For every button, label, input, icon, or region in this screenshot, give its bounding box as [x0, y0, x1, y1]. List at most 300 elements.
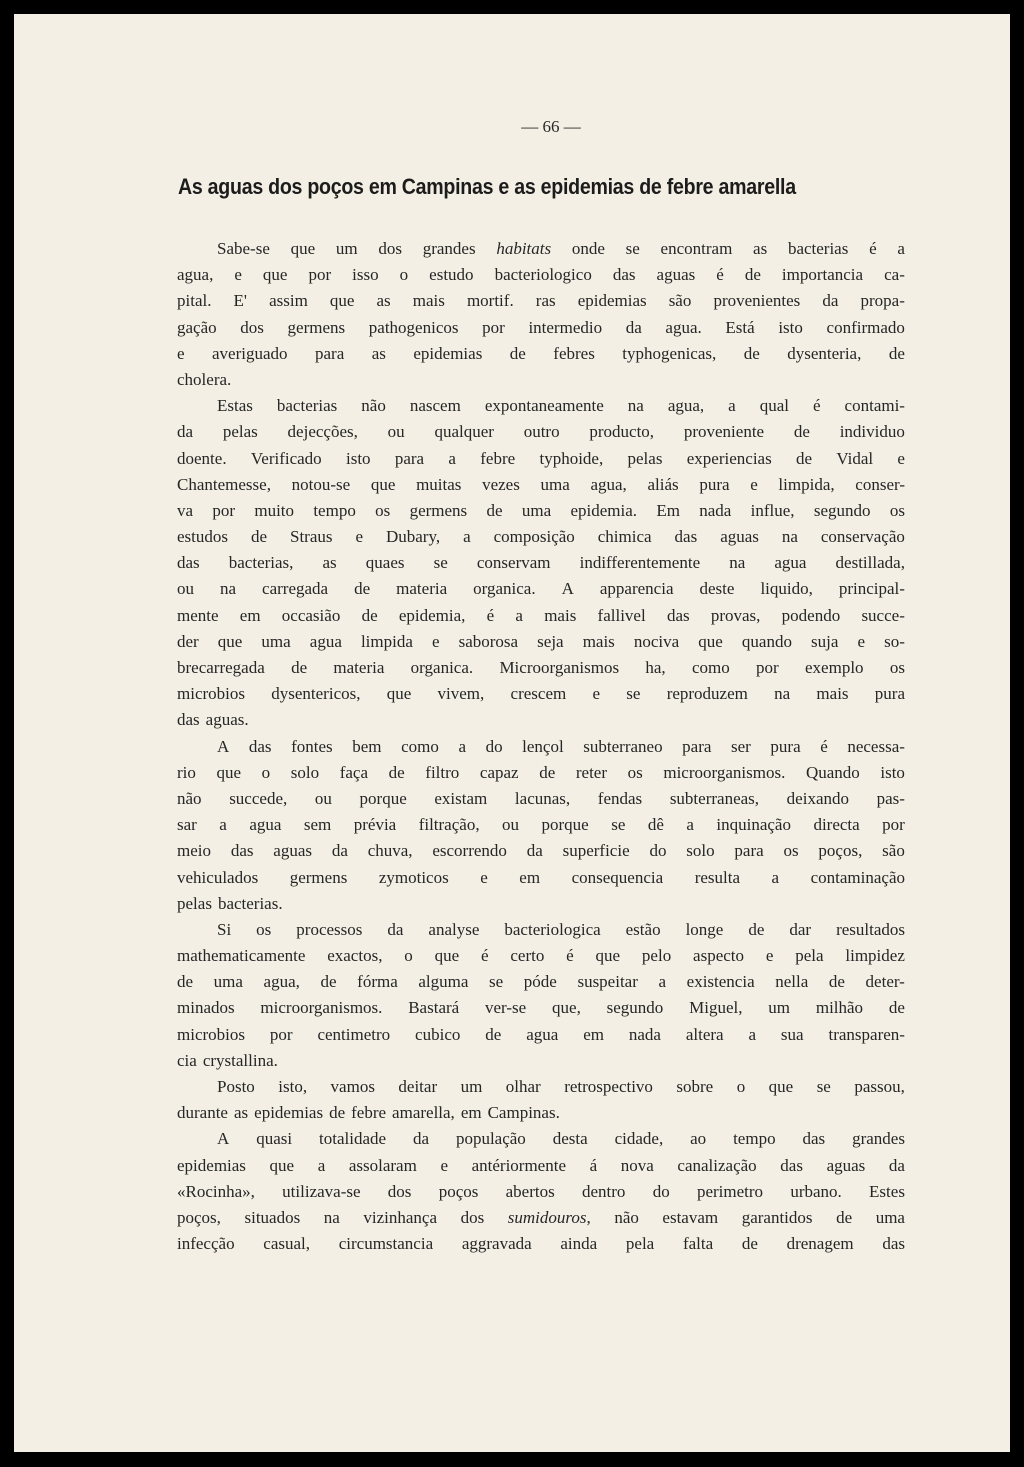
word: contami-	[844, 396, 905, 416]
text-line	[177, 812, 905, 838]
word: das	[780, 1155, 803, 1175]
word: de	[744, 265, 761, 285]
word: dar	[789, 919, 812, 939]
word: deste	[699, 579, 735, 599]
word: agua	[774, 553, 807, 573]
word: perimetro	[696, 1181, 764, 1201]
word: e	[750, 474, 758, 494]
word: Estes	[869, 1181, 905, 1201]
word: vehiculados	[177, 867, 259, 887]
word: so-	[884, 631, 905, 651]
word: limpida,	[778, 474, 835, 494]
word: tempo	[733, 1129, 776, 1149]
text-line	[177, 838, 905, 864]
word: da	[625, 317, 642, 337]
word: um	[335, 239, 358, 258]
word: de	[748, 919, 765, 939]
word: ou	[502, 815, 520, 835]
word: agua.	[665, 317, 702, 337]
word: rio	[177, 762, 196, 782]
word: aguas	[656, 265, 696, 285]
word: fontes	[291, 736, 333, 756]
word: os	[256, 919, 272, 939]
word: utilizava-se	[282, 1181, 361, 1201]
word: da	[177, 422, 194, 442]
word: por	[308, 265, 332, 285]
word: estavam	[662, 1207, 719, 1227]
word: pela	[795, 946, 824, 966]
word: não	[361, 396, 386, 416]
word: chuva,	[367, 841, 413, 861]
word: de	[539, 762, 556, 782]
word: póde	[523, 972, 557, 992]
word: germens	[409, 500, 468, 520]
word: Campinas.	[487, 1103, 560, 1123]
text-line	[177, 681, 905, 707]
word: pelas	[222, 422, 258, 442]
word: principal-	[838, 579, 905, 599]
word: um	[460, 1077, 483, 1096]
word: e	[765, 946, 774, 966]
word: uma	[213, 972, 243, 992]
article-title: As aguas dos poços em Campinas e as epidemias de febre amarella	[178, 174, 796, 199]
word: fendas	[597, 788, 643, 808]
word: se	[489, 972, 504, 992]
word: situados	[244, 1207, 301, 1227]
word: directa	[813, 815, 860, 835]
word: se	[626, 684, 641, 704]
word: cia	[177, 1050, 197, 1070]
word: Bastará	[408, 998, 460, 1018]
word: fórma	[357, 972, 398, 992]
word: grandes	[852, 1129, 905, 1149]
word: isto	[345, 448, 371, 468]
word: na	[729, 553, 746, 573]
word: ou	[387, 422, 405, 442]
text-line	[177, 760, 905, 786]
word: epidemias	[413, 343, 483, 363]
word: sua	[780, 1024, 804, 1044]
word: longe	[685, 919, 724, 939]
word: os	[889, 658, 905, 677]
word: das	[882, 1234, 905, 1254]
word: agua,	[177, 265, 214, 285]
word: do	[485, 736, 503, 756]
word: doente.	[177, 448, 227, 468]
word: que	[434, 946, 460, 966]
word: escorrendo	[432, 841, 507, 861]
word: e	[440, 1155, 448, 1175]
word: succe-	[861, 605, 905, 625]
text-line	[177, 1074, 905, 1100]
word: provenientes	[713, 291, 801, 311]
word: solo	[686, 841, 715, 861]
word: mais	[544, 605, 577, 625]
word: dejecções,	[287, 422, 358, 442]
word: olhar	[505, 1077, 541, 1096]
word: e	[592, 684, 601, 704]
word: aguas	[720, 527, 759, 547]
word: organica.	[410, 658, 474, 677]
word: isto,	[278, 1077, 308, 1096]
word: segundo	[813, 500, 871, 520]
word: exactos,	[327, 946, 383, 966]
word: a	[771, 867, 780, 887]
word: da	[526, 841, 543, 861]
word: não	[177, 788, 202, 808]
word: va	[177, 500, 194, 520]
text-line	[177, 1153, 905, 1179]
text-line	[177, 995, 905, 1021]
word: chimica	[597, 527, 652, 547]
word: não	[614, 1207, 639, 1227]
word: dos	[378, 239, 402, 258]
word: mathematicamente	[177, 946, 306, 966]
text-line	[177, 1048, 905, 1074]
word: urbano.	[790, 1181, 842, 1201]
word: a	[658, 972, 667, 992]
word: pelas	[627, 448, 663, 468]
word: Miguel,	[689, 998, 743, 1018]
word: limpidez	[845, 946, 905, 966]
text-line	[177, 367, 905, 393]
word: e	[355, 527, 363, 547]
word: falta	[682, 1234, 714, 1254]
word: de	[741, 1234, 758, 1254]
word: da	[387, 919, 404, 939]
word: por	[212, 500, 236, 520]
word: microbios	[177, 1024, 245, 1044]
word: notou-se	[291, 474, 351, 494]
word: carregada	[262, 579, 329, 599]
word: agua	[249, 815, 282, 835]
word: provas,	[710, 605, 761, 625]
word: das	[666, 605, 690, 625]
word: de	[509, 343, 526, 363]
word: quaes	[365, 553, 405, 573]
word: dos	[460, 1207, 485, 1227]
word: transparen-	[828, 1024, 905, 1044]
word: nada	[628, 1024, 661, 1044]
word: a	[897, 239, 905, 258]
word: que,	[552, 998, 581, 1018]
word: as	[322, 553, 337, 573]
word: porque	[359, 788, 407, 808]
word: febre	[480, 448, 516, 468]
word: e	[897, 448, 905, 468]
text-line	[177, 629, 905, 655]
word: A	[561, 579, 574, 599]
word: quasi	[256, 1129, 293, 1149]
word: minados	[177, 998, 235, 1018]
text-line	[177, 393, 905, 419]
word: A	[217, 1129, 230, 1149]
word: segundo	[606, 998, 664, 1018]
word: na	[781, 527, 798, 547]
word: brecarregada	[177, 658, 265, 677]
word: pas-	[876, 788, 905, 808]
word: as	[753, 239, 768, 258]
word: expontaneamente	[484, 396, 604, 416]
word: isto	[880, 762, 905, 782]
page-number: — 66 —	[521, 117, 581, 136]
word: Verificado	[250, 448, 322, 468]
word: bacterias,	[228, 553, 294, 573]
word: por	[482, 317, 505, 337]
word: é	[486, 605, 495, 625]
word: typhoide,	[539, 448, 604, 468]
word: occasião	[281, 605, 341, 625]
word: a	[458, 736, 466, 756]
word: das	[612, 265, 636, 285]
word: muitas	[416, 474, 462, 494]
word: bacterias.	[217, 893, 283, 913]
word: assolaram	[348, 1155, 417, 1175]
word: do	[652, 1181, 670, 1201]
word: capaz	[479, 762, 519, 782]
word: as	[371, 343, 386, 363]
word: os	[627, 762, 643, 782]
word: intermedio	[528, 317, 603, 337]
word: as	[233, 1103, 249, 1123]
word: individuo	[839, 422, 905, 442]
text-line	[177, 786, 905, 812]
text-line	[177, 524, 905, 550]
word: der	[177, 631, 199, 651]
word: porque	[541, 815, 589, 835]
word: se	[611, 815, 626, 835]
word: seja	[537, 631, 564, 651]
word: apparencia	[599, 579, 674, 599]
text-line	[177, 446, 905, 472]
word: processos	[296, 919, 363, 939]
word: indifferentemente	[579, 553, 701, 573]
word: de	[836, 1207, 853, 1227]
word: qual	[759, 396, 789, 416]
word: poços,	[818, 841, 863, 861]
word: aliás	[647, 474, 679, 494]
word: germens	[289, 867, 348, 887]
word: Em	[656, 500, 680, 520]
word: das	[674, 527, 698, 547]
word: em	[460, 1103, 482, 1123]
word: a	[448, 448, 456, 468]
word: epidemia.	[570, 500, 637, 520]
word: bacteriologica	[504, 919, 601, 939]
word: de	[329, 1103, 346, 1123]
word: solo	[290, 762, 320, 782]
word: desta	[552, 1129, 588, 1149]
word: cidade,	[614, 1129, 664, 1149]
word: suspeitar	[577, 972, 638, 992]
word: por	[882, 815, 905, 835]
word: epidemias	[577, 291, 647, 311]
text-line	[177, 288, 905, 314]
word: lençol	[522, 736, 564, 756]
word: limpida	[360, 631, 413, 651]
word: da	[331, 841, 348, 861]
word: faça	[339, 762, 369, 782]
word: producto,	[589, 422, 655, 442]
word: confirmado	[826, 317, 905, 337]
word: outro	[523, 422, 560, 442]
text-line	[177, 707, 905, 733]
word: para	[315, 343, 345, 363]
text-line	[177, 341, 905, 367]
text-line	[177, 1231, 905, 1257]
word: para	[734, 841, 764, 861]
word: e	[234, 265, 242, 285]
word: a	[686, 815, 694, 835]
word: da	[412, 1129, 430, 1149]
word: ao	[690, 1129, 707, 1149]
text-line	[177, 655, 905, 681]
word: contaminação	[810, 867, 905, 887]
word: pura	[770, 736, 801, 756]
word: agua,	[667, 396, 705, 416]
word: epidemia,	[398, 605, 466, 625]
word: liquido,	[760, 579, 813, 599]
word: aguas	[273, 841, 313, 861]
text-line	[177, 969, 905, 995]
word: existencia	[686, 972, 755, 992]
word: que	[370, 474, 396, 494]
word: totalidade	[319, 1129, 387, 1149]
word: pital.	[177, 291, 212, 311]
text-line	[177, 603, 905, 629]
word: que	[269, 1155, 295, 1175]
word: nociva	[633, 631, 680, 651]
word: a	[515, 605, 523, 625]
word: lacunas,	[514, 788, 571, 808]
text-line	[177, 550, 905, 576]
word: pelo	[641, 946, 672, 966]
word: passou,	[854, 1077, 905, 1096]
word: em	[583, 1024, 604, 1044]
word: alguma	[418, 972, 469, 992]
word: estudo	[429, 265, 474, 285]
word: durante	[177, 1103, 228, 1123]
word: isso	[352, 265, 379, 285]
word: na	[627, 396, 644, 416]
word: Dubary,	[385, 527, 441, 547]
word: em	[239, 605, 261, 625]
word: em	[519, 867, 541, 887]
word: ras	[535, 291, 556, 311]
word: E'	[233, 291, 247, 311]
word: os	[783, 841, 799, 861]
word: habitats	[496, 239, 552, 258]
text-line	[177, 315, 905, 341]
word: os	[889, 500, 905, 520]
word: para	[682, 736, 712, 756]
word: para	[394, 448, 425, 468]
word: muito	[254, 500, 295, 520]
word: que	[698, 631, 723, 651]
text-line	[177, 576, 905, 602]
word: nada	[699, 500, 732, 520]
word: estudos	[177, 527, 228, 547]
word: é	[869, 239, 877, 258]
word: de	[796, 448, 813, 468]
word: febres	[553, 343, 595, 363]
word: A	[217, 736, 230, 756]
word: Chantemesse,	[177, 474, 271, 494]
word: propa-	[860, 291, 905, 311]
word: casual,	[263, 1234, 311, 1254]
word: de	[250, 527, 268, 547]
word: garantidos	[741, 1207, 813, 1227]
word: deitar	[398, 1077, 438, 1096]
word: aspecto	[693, 946, 745, 966]
word: ainda	[560, 1234, 598, 1254]
word: se	[816, 1077, 831, 1096]
word: ser	[731, 736, 751, 756]
text-line	[177, 1205, 905, 1231]
word: pura	[874, 684, 905, 704]
word: poços,	[177, 1207, 221, 1227]
word: se	[433, 553, 448, 573]
word: das	[177, 553, 200, 573]
word: que	[329, 291, 355, 311]
word: centimetro	[317, 1024, 391, 1044]
word: a	[463, 527, 471, 547]
article-body	[177, 236, 905, 1257]
text-line	[177, 1100, 905, 1126]
word: na	[774, 684, 791, 704]
word: prévia	[353, 815, 397, 835]
word: uma	[261, 631, 291, 651]
word: que	[595, 946, 621, 966]
word: do	[649, 841, 667, 861]
word: dentro	[581, 1181, 626, 1201]
text-line	[177, 1179, 905, 1205]
word: população	[455, 1129, 526, 1149]
word: bacterias	[276, 396, 338, 416]
word: ou	[177, 579, 194, 599]
word: as	[376, 291, 391, 311]
word: é	[813, 396, 821, 416]
text-line	[177, 891, 905, 917]
word: são	[882, 841, 905, 861]
word: amarella,	[392, 1103, 455, 1123]
word: encontram	[660, 239, 733, 258]
word: materia	[396, 579, 448, 599]
word: de	[888, 998, 905, 1018]
word: uma	[875, 1207, 905, 1227]
word: na	[323, 1207, 340, 1227]
word: mortif.	[466, 291, 514, 311]
word: crystallina.	[202, 1050, 278, 1070]
text-line	[177, 472, 905, 498]
word: são	[668, 291, 692, 311]
word: Estas	[217, 396, 253, 416]
word: pura	[699, 474, 730, 494]
word: exemplo	[805, 658, 864, 677]
word: meio	[177, 841, 211, 861]
scanned-page	[14, 14, 1010, 1452]
word: pelas	[177, 893, 212, 913]
text-line	[177, 865, 905, 891]
text-line	[177, 419, 905, 445]
word: de	[291, 658, 308, 677]
word: poços	[438, 1181, 479, 1201]
word: conservam	[476, 553, 551, 573]
word: mais	[816, 684, 849, 704]
word: e	[480, 867, 488, 887]
word: o	[736, 1077, 746, 1096]
text-line	[177, 1022, 905, 1048]
